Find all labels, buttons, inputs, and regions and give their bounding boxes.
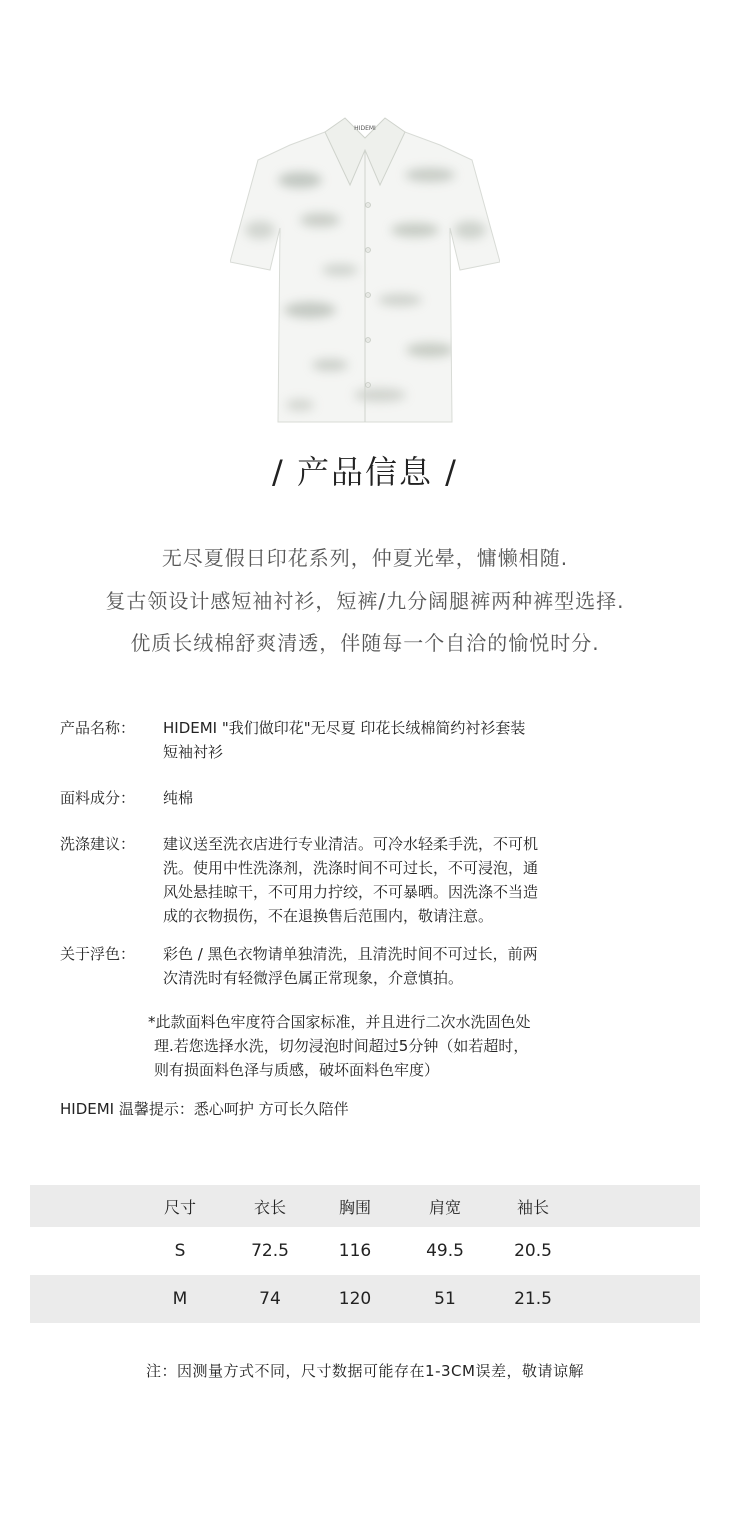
header-size: 尺寸 bbox=[163, 1197, 196, 1217]
brand-label: HIDEMI bbox=[354, 125, 376, 132]
color-bleed-row bbox=[60, 942, 670, 990]
cell-shoulder: 51 bbox=[434, 1289, 456, 1309]
tagline-3: 优质长绒棉舒爽清透，伴随每一个自洽的愉悦时分. bbox=[130, 631, 600, 655]
washing-line-4: 成的衣物损伤，不在退换售后范围内，敬请注意。 bbox=[163, 907, 494, 925]
washing-line-2: 洗。使用中性洗涤剂，洗涤时间不可过长，不可浸泡，通 bbox=[163, 859, 539, 877]
fabric-label: 面料成分： bbox=[60, 789, 136, 807]
fabric-note-line-1: *此款面料色牢度符合国家标准，并且进行二次水洗固色处 bbox=[148, 1013, 531, 1031]
size-footnote: 注：因测量方式不同，尺寸数据可能存在1-3CM误差，敬请谅解 bbox=[146, 1362, 584, 1380]
fabric-note-line-2: 理.若您选择水洗，切勿浸泡时间超过5分钟（如若超时， bbox=[154, 1037, 529, 1055]
color-bleed-line-1: 彩色 / 黑色衣物请单独清洗，且清洗时间不可过长，前两 bbox=[163, 945, 538, 963]
fabric-note bbox=[148, 1010, 531, 1082]
product-name-label: 产品名称： bbox=[60, 719, 136, 737]
care-reminder: HIDEMI 温馨提示：悉心呵护 方可长久陪伴 bbox=[60, 1100, 349, 1118]
product-name-line-2: 短袖衬衫 bbox=[163, 743, 224, 761]
header-sleeve: 袖长 bbox=[516, 1197, 549, 1217]
color-bleed-label: 关于浮色： bbox=[60, 945, 136, 963]
tagline-2: 复古领设计感短袖衬衫，短裤/九分阔腿裤两种裤型选择. bbox=[105, 589, 625, 613]
fabric-value: 纯棉 bbox=[163, 789, 194, 807]
fabric-note-line-3: 则有损面料色泽与质感，破坏面料色牢度） bbox=[154, 1061, 440, 1079]
header-shoulder: 肩宽 bbox=[428, 1197, 461, 1217]
cell-shoulder: 49.5 bbox=[426, 1241, 464, 1261]
tagline-1: 无尽夏假日印花系列，仲夏光晕，慵懒相随. bbox=[161, 546, 569, 570]
washing-line-1: 建议送至洗衣店进行专业清洁。可冷水轻柔手洗，不可机 bbox=[163, 835, 539, 853]
product-image bbox=[230, 110, 500, 440]
washing-line-3: 风处悬挂晾干，不可用力拧绞，不可暴晒。因洗涤不当造 bbox=[163, 883, 539, 901]
product-name-row bbox=[60, 716, 670, 764]
cell-length: 74 bbox=[259, 1289, 281, 1309]
cell-sleeve: 21.5 bbox=[514, 1289, 552, 1309]
header-chest: 胸围 bbox=[338, 1197, 371, 1217]
table-row bbox=[30, 1275, 700, 1323]
color-bleed-line-2: 次清洗时有轻微浮色属正常现象，介意慎拍。 bbox=[163, 969, 464, 987]
cell-sleeve: 20.5 bbox=[514, 1241, 552, 1261]
header-length: 衣长 bbox=[253, 1197, 286, 1217]
fabric-row bbox=[60, 786, 670, 810]
cell-length: 72.5 bbox=[251, 1241, 289, 1261]
cell-chest: 120 bbox=[338, 1289, 372, 1309]
washing-label: 洗涤建议： bbox=[60, 835, 136, 853]
cell-chest: 116 bbox=[338, 1241, 372, 1261]
cell-size: S bbox=[174, 1241, 186, 1261]
table-row bbox=[30, 1227, 700, 1275]
cell-size: M bbox=[172, 1289, 188, 1309]
section-title: / 产品信息 / bbox=[272, 453, 458, 491]
size-table bbox=[30, 1185, 700, 1323]
product-name-line-1: HIDEMI "我们做印花"无尽夏 印花长绒棉简约衬衫套装 bbox=[163, 719, 526, 737]
washing-row bbox=[60, 832, 670, 928]
size-table-header bbox=[30, 1185, 700, 1227]
